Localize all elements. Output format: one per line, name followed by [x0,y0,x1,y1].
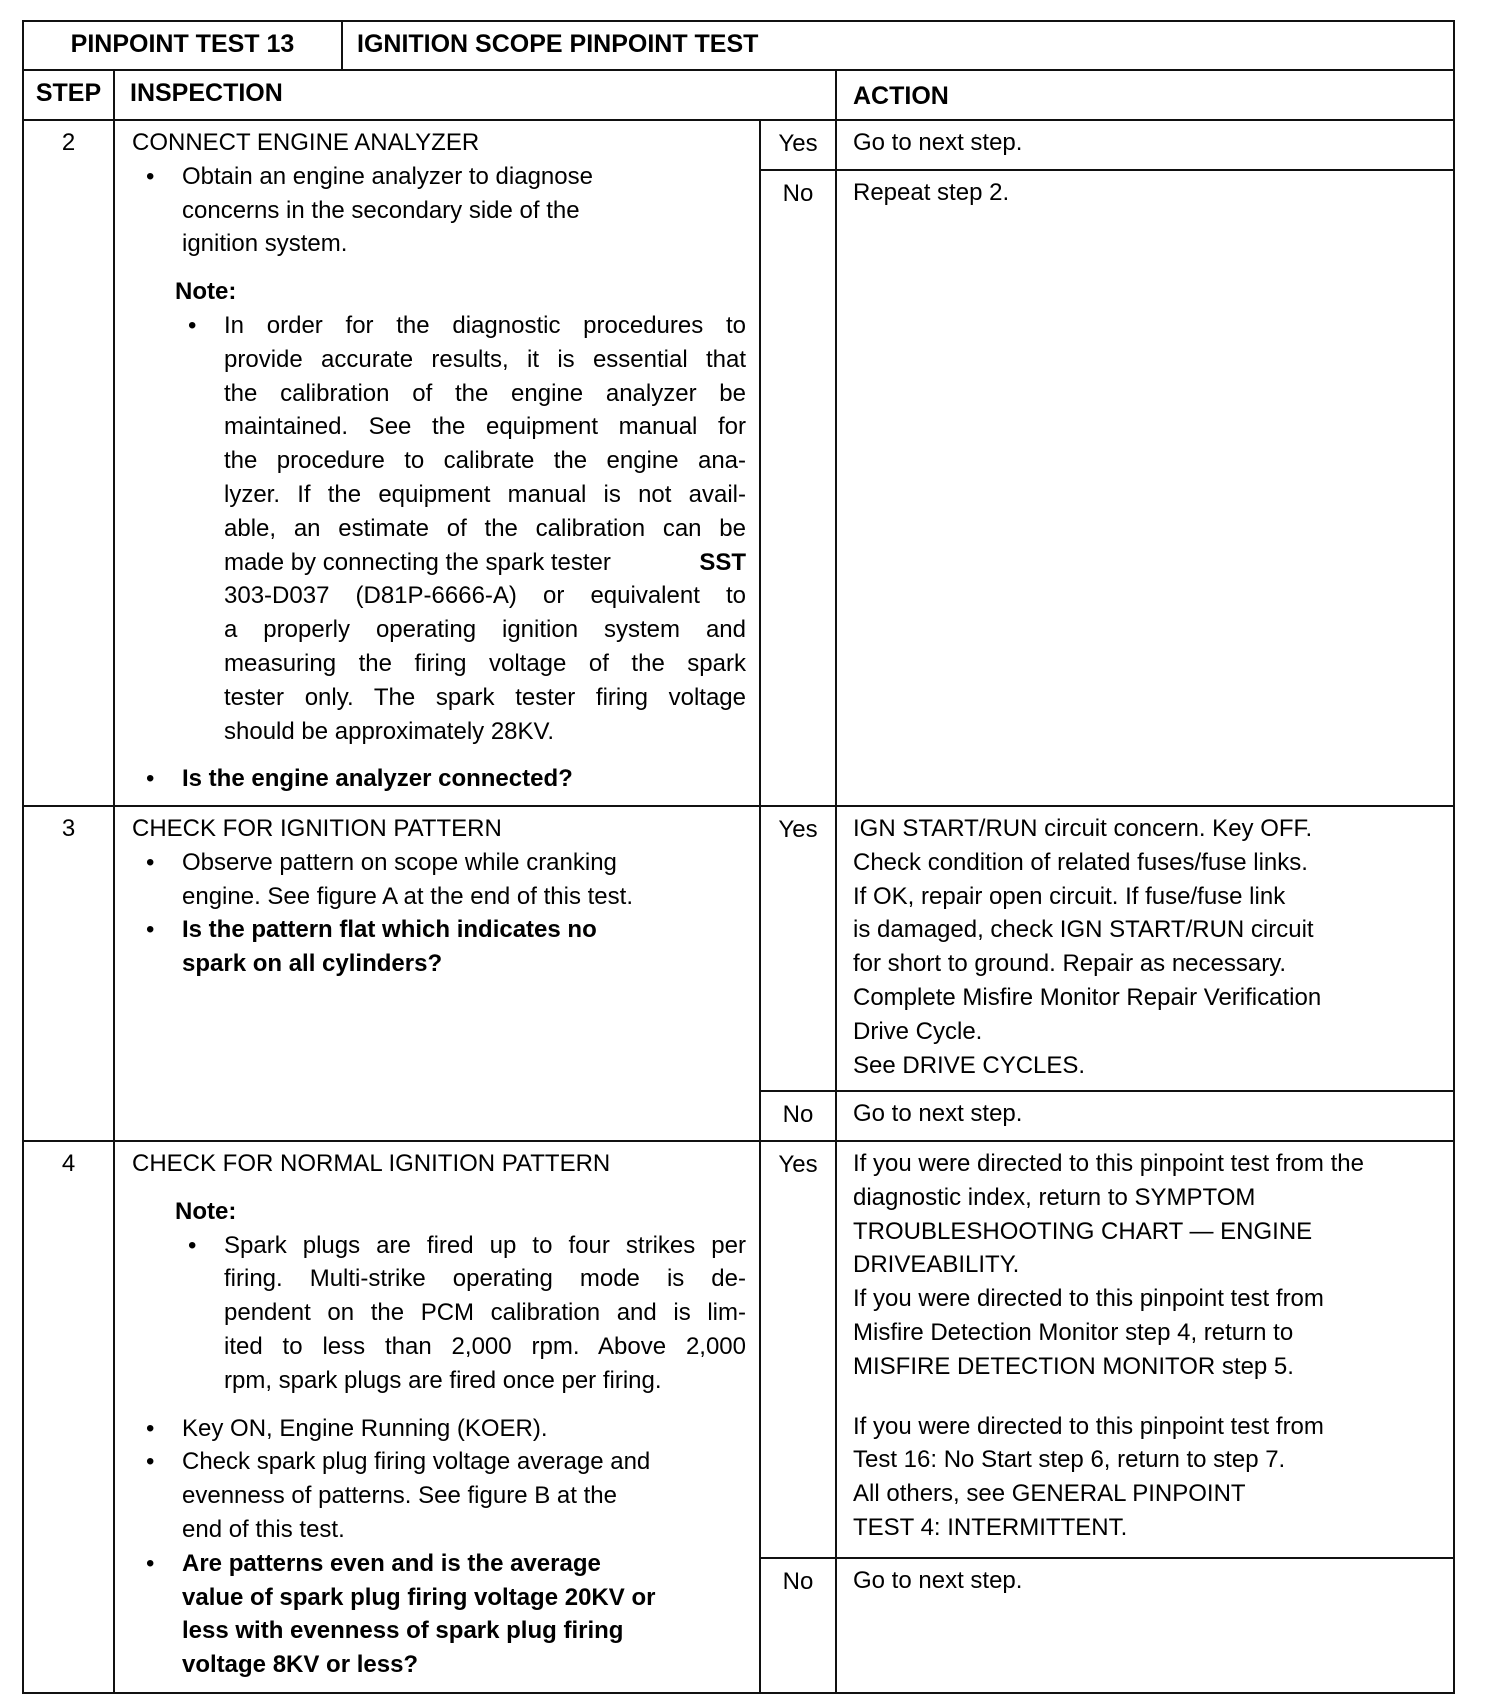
column-header-inspection-text: INSPECTION [130,79,283,107]
answer-yes-label: Yes [759,119,837,171]
text-line: If OK, repair open circuit. If fuse/fuse link [853,882,1286,910]
text-line: If you were directed to this pinpoint test from [853,1285,1324,1313]
text-line [182,194,742,228]
text-segment: Is the engine analyzer connected? [182,765,573,793]
text-segment: the procedure to calibrate the engine ana- [224,447,746,475]
bullet-item [146,1547,742,1682]
pinpoint-test-label [22,20,343,71]
text-line: is damaged, check IGN START/RUN circuit [853,916,1314,944]
text-line [182,227,742,261]
bullet-icon: • [146,1448,155,1476]
text-segment: Is the pattern flat which indicates no [182,916,597,944]
text-segment: In order for the diagnostic procedures to [224,311,746,339]
column-header-inspection [113,69,837,121]
text-segment: provide accurate results, it is essential that [224,345,746,373]
bullet-icon: • [146,162,155,190]
note-label: Note: [175,278,237,306]
text-segment: maintained. See the equipment manual for [224,413,746,441]
text-line: Repeat step 2. [853,179,1010,206]
text-line [182,913,742,947]
pinpoint-test-title [341,20,1455,71]
text-line: Go to next step. [853,129,1023,156]
text-line [182,1648,742,1682]
text-line: Check condition of related fuses/fuse links. [853,848,1308,876]
text-segment: ignition system. [182,230,348,258]
step-number: 2 [22,119,115,807]
inspection-cell [113,1140,761,1694]
text-segment: concerns in the secondary side of the [182,196,580,224]
text-line [182,880,742,914]
action-yes-cell [835,119,1455,171]
text-line [182,1412,742,1446]
action-yes-cell [835,805,1455,1092]
text-segment: measuring the firing voltage of the spark [224,649,746,677]
text-line: diagnostic index, return to SYMPTOM [853,1183,1256,1211]
text-line: Complete Misfire Monitor Repair Verification [853,983,1322,1011]
text-line [224,410,746,444]
text-line: All others, see GENERAL PINPOINT [853,1480,1246,1508]
action-paragraph [853,1564,1443,1598]
answer-no-label: No [759,1557,837,1694]
column-header-action [835,69,1455,121]
text-segment: spark on all cylinders? [182,950,443,978]
text-segment: end of this test. [182,1515,345,1543]
bullet-icon: • [146,848,155,876]
text-line [224,715,746,749]
bullet-icon: • [188,311,197,339]
text-line [182,1513,742,1547]
text-line: Go to next step. [853,1567,1023,1594]
text-line: DRIVEABILITY. [853,1251,1020,1279]
bullet-icon: • [146,1414,155,1442]
text-segment: Are patterns even and is the average [182,1549,601,1577]
column-header-action-text: ACTION [853,82,949,110]
pinpoint-test-title-text: IGNITION SCOPE PINPOINT TEST [357,30,759,58]
text-line [224,546,746,580]
text-segment: able, an estimate of the calibration can be [224,514,746,542]
bold-tail: SST [699,548,746,576]
action-paragraph [853,1410,1443,1545]
column-header-step [22,69,115,121]
text-segment: firing. Multi-strike operating mode is de- [224,1265,746,1293]
text-line [224,444,746,478]
text-line: Go to next step. [853,1100,1023,1127]
answer-yes-label: Yes [759,805,837,1092]
step-heading: CONNECT ENGINE ANALYZER [132,129,480,156]
text-segment: a properly operating ignition system and [224,616,746,644]
text-segment: Observe pattern on scope while cranking [182,848,617,876]
action-no-cell [835,1090,1455,1142]
text-segment: the calibration of the engine analyzer be [224,379,746,407]
action-paragraph [853,176,1443,210]
step-number: 4 [22,1140,115,1694]
text-line [224,1229,746,1263]
bullet-item [146,846,742,914]
action-paragraph [853,812,1443,1082]
text-line [182,1547,742,1581]
column-header-step-text: STEP [35,79,102,107]
text-line [224,343,746,377]
text-line [224,647,746,681]
text-line [224,681,746,715]
text-segment: engine. See figure A at the end of this test. [182,882,633,910]
text-segment: value of spark plug firing voltage 20KV or [182,1583,656,1611]
text-line [224,478,746,512]
text-line: Misfire Detection Monitor step 4, return to [853,1318,1294,1346]
text-line: TROUBLESHOOTING CHART — ENGINE [853,1217,1313,1245]
text-line [182,947,742,981]
action-paragraph [853,1147,1443,1282]
text-segment: Key ON, Engine Running (KOER). [182,1414,548,1442]
text-line: Test 16: No Start step 6, return to step 7. [853,1446,1286,1474]
text-line: See DRIVE CYCLES. [853,1051,1086,1079]
text-line [224,377,746,411]
note-bullet [188,309,746,748]
text-line [182,1581,742,1615]
text-line [182,1479,742,1513]
bullet-item [146,1445,742,1546]
bullet-item [146,913,742,981]
bullet-item [146,160,742,261]
action-no-cell [835,1557,1455,1694]
text-line: Drive Cycle. [853,1017,983,1045]
text-line [224,1330,746,1364]
text-line: If you were directed to this pinpoint test from the [853,1150,1364,1177]
text-line: MISFIRE DETECTION MONITOR step 5. [853,1352,1294,1380]
bullet-icon: • [146,916,155,944]
text-line [224,1364,746,1398]
action-paragraph [853,126,1443,160]
text-segment: should be approximately 28KV. [224,717,554,745]
text-segment: pendent on the PCM calibration and is lim- [224,1299,746,1327]
bullet-item [146,762,742,796]
text-segment: evenness of patterns. See figure B at the [182,1482,617,1510]
text-segment: tester only. The spark tester firing voltage [224,683,746,711]
step-heading: CHECK FOR NORMAL IGNITION PATTERN [132,1150,611,1177]
text-line [224,309,746,343]
text-segment: Check spark plug firing voltage average and [182,1448,651,1476]
action-paragraph [853,1097,1443,1131]
text-line [182,1445,742,1479]
text-segment: voltage 8KV or less? [182,1651,419,1679]
answer-no-label: No [759,1090,837,1142]
text-line [182,1614,742,1648]
bullet-icon: • [146,765,155,793]
bullet-icon: • [188,1231,197,1259]
action-paragraph [853,1282,1443,1383]
text-line [182,160,742,194]
pinpoint-test-label-text: PINPOINT TEST 13 [70,30,295,58]
note-label: Note: [175,1197,237,1225]
text-segment: ited to less than 2,000 rpm. Above 2,000 [224,1332,746,1360]
text-segment: Spark plugs are fired up to four strikes per [224,1231,746,1259]
text-segment: rpm, spark plugs are fired once per firing. [224,1366,662,1394]
answer-no-label: No [759,169,837,807]
text-segment: 303-D037 (D81P-6666-A) or equivalent to [224,582,746,610]
text-line [224,1262,746,1296]
text-segment: Obtain an engine analyzer to diagnose [182,162,593,190]
text-segment: lyzer. If the equipment manual is not avail- [224,480,746,508]
step-heading: CHECK FOR IGNITION PATTERN [132,815,502,842]
action-no-cell [835,169,1455,807]
text-segment: made by connecting the spark tester [224,548,611,576]
text-line [224,579,746,613]
bullet-item [146,1412,742,1446]
answer-yes-label: Yes [759,1140,837,1559]
text-line [224,1296,746,1330]
inspection-cell [113,119,761,807]
text-line [182,846,742,880]
inspection-cell [113,805,761,1142]
bullet-icon: • [146,1549,155,1577]
text-segment: less with evenness of spark plug firing [182,1617,624,1645]
text-line [224,512,746,546]
text-line: If you were directed to this pinpoint test from [853,1412,1324,1440]
note-bullet [188,1229,746,1398]
text-line: IGN START/RUN circuit concern. Key OFF. [853,815,1313,842]
text-line [224,613,746,647]
text-line: for short to ground. Repair as necessary. [853,950,1287,978]
text-line [182,762,742,796]
step-number: 3 [22,805,115,1142]
text-line: TEST 4: INTERMITTENT. [853,1513,1128,1541]
action-yes-cell [835,1140,1455,1559]
